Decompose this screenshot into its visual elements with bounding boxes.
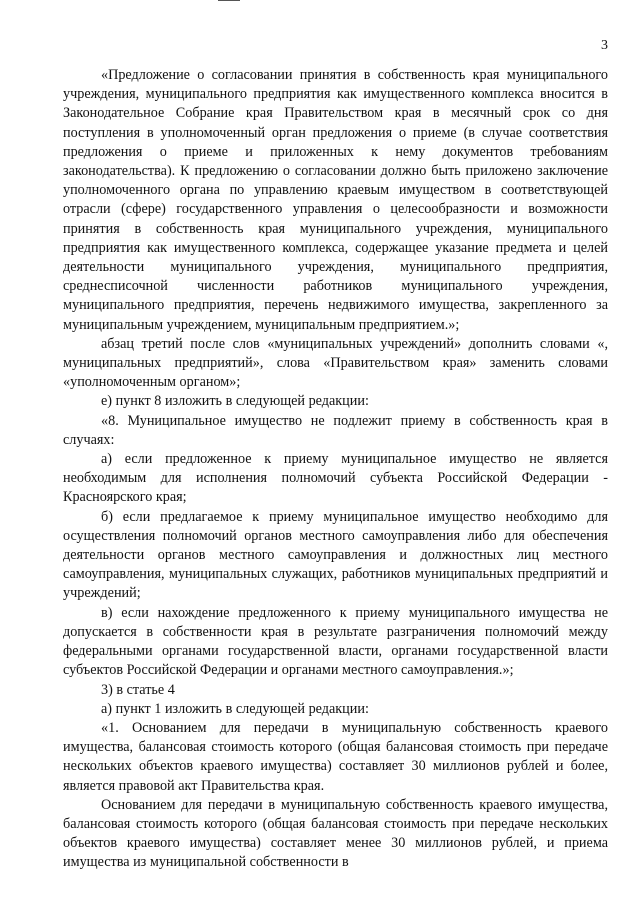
paragraph: «1. Основанием для передачи в муниципальную собственность краевого имущества, балансовая стоимость которого (общая балансовая стоимость при передаче нескольких объектов краевого имущества) составляет 30 миллионов рублей и более, является правовой акт Правительства края.: [63, 719, 608, 794]
paragraph: «8. Муниципальное имущество не подлежит приему в собственность края в случаях:: [63, 412, 608, 448]
paragraph: 3) в статье 4: [101, 681, 175, 698]
scan-mark: [218, 0, 240, 1]
page-number: 3: [601, 38, 608, 53]
paragraph: б) если предлагаемое к приему муниципальное имущество необходимо для осуществления полномочий органов местного самоуправления либо для обеспечения деятельности органов местного самоуправления и должностных лиц местного самоуправления, муниципальных служащих, работников муниципальных предприятий и учреждений;: [63, 508, 608, 602]
paragraph: «Предложение о согласовании принятия в собственность края муниципального учреждения, муниципального предприятия как имущественного комплекса вносится в Законодательное Собрание края Правительством края в месячный срок со дня поступления в уполномоченный орган предложения о приеме (в случае соответствия предложения о приеме и приложенных к нему документов требованиям законодательства). К предложению о согласовании должно быть приложено заключение уполномоченного органа по управлению краевым имуществом в соответствующей отрасли (сфере) государственного управления о целесообразности и возможности принятия в собственность края муниципального учреждения, муниципального предприятия как имущественного комплекса, содержащее указание предмета и целей деятельности муниципального учреждения, муниципального предприятия, среднесписочной численности работников муниципального учреждения, муниципального предприятия, перечень недвижимого имущества, закрепленного за муниципальным учреждением, муниципальным предприятием.»;: [63, 67, 608, 333]
paragraph: в) если нахождение предложенного к приему муниципального имущества не допускается в собственности края в результате разграничения полномочий между федеральными органами государственной власти, органами государственной власти субъектов Российской Федерации и органами местного самоуправления.»;: [63, 604, 608, 679]
paragraph: а) если предложенное к приему муниципальное имущество не является необходимым для исполнения полномочий субъекта Российской Федерации - Красноярского края;: [63, 451, 608, 506]
document-body: [63, 66, 608, 873]
paragraph: абзац третий после слов «муниципальных учреждений» дополнить словами «, муниципальных предприятий», слова «Правительством края» заменить словами «уполномоченным органом»;: [63, 335, 608, 391]
paragraph: е) пункт 8 изложить в следующей редакции:: [101, 393, 369, 410]
paragraph: а) пункт 1 изложить в следующей редакции:: [101, 700, 369, 717]
paragraph: Основанием для передачи в муниципальную собственность краевого имущества, балансовая стоимость которого (общая балансовая стоимость при передаче нескольких объектов краевого имущества) составляет менее 30 миллионов рублей, и приема имущества из муниципальной собственности в: [63, 796, 608, 871]
